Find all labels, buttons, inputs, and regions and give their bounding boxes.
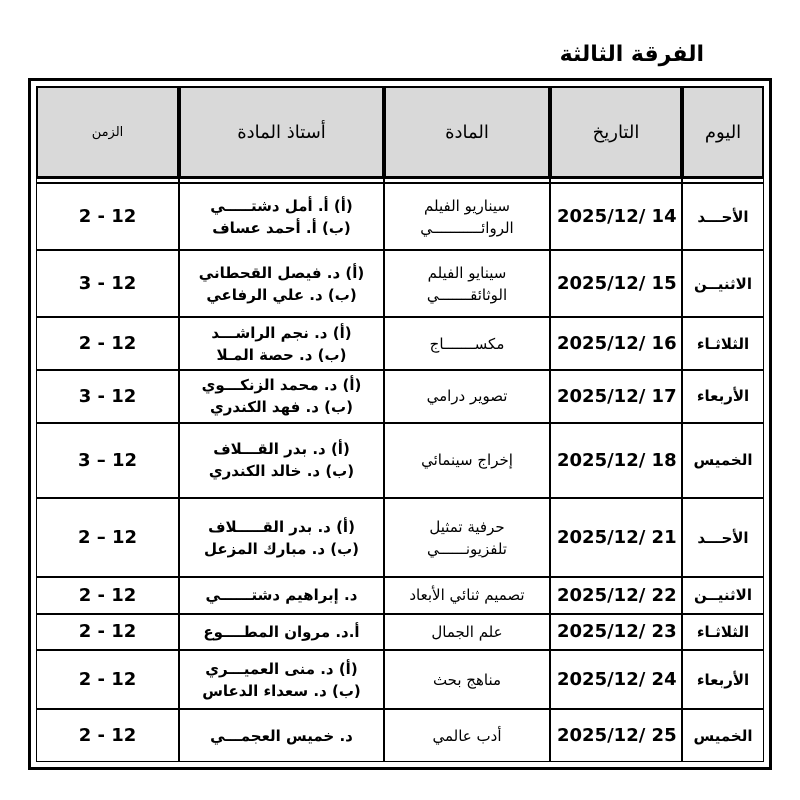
day-cell: الأربعاء: [682, 650, 764, 709]
subject-cell: [384, 650, 550, 709]
subject-line: تصوير درامي: [426, 387, 508, 406]
teacher-line: (أ) د. منى العميـــري: [205, 659, 358, 678]
table-row: [36, 577, 764, 614]
teacher-line: (أ) د. بدر القـــلاف: [213, 440, 350, 459]
date-cell: 2025/12/ 24: [550, 650, 682, 709]
subject-cell: [384, 317, 550, 370]
time-cell: 3 - 12: [36, 250, 179, 317]
teacher-cell: [179, 709, 384, 762]
teacher-line: (ب) د. حصة المـلا: [216, 345, 347, 364]
date-cell: 2025/12/ 21: [550, 498, 682, 577]
teacher-line: (ب) د. خالد الكندري: [208, 462, 355, 481]
teacher-line: (ب) د. فهد الكندري: [210, 398, 353, 417]
date-cell: 2025/12/ 23: [550, 614, 682, 651]
teacher-line: (أ) أ. أمل دشتـــــي: [210, 196, 353, 215]
time-cell: 2 - 12: [36, 317, 179, 370]
table-row: [36, 370, 764, 423]
day-cell: الأحـــد: [682, 498, 764, 577]
schedule-table: [36, 86, 764, 762]
table-row: [36, 498, 764, 577]
schedule-frame: [28, 78, 772, 770]
page-title: الفرقة الثالثة: [559, 42, 704, 67]
subject-cell: [384, 183, 550, 250]
subject-cell: [384, 614, 550, 651]
subject-line: الوثائقـــــــي: [426, 285, 508, 304]
subject-line: إخراج سينمائي: [421, 451, 513, 470]
subject-cell: [384, 423, 550, 498]
time-cell: 2 - 12: [36, 183, 179, 250]
teacher-line: (أ) د. نجم الراشـــد: [211, 323, 352, 342]
teacher-line: (أ) د. محمد الزنكـــوي: [201, 376, 362, 395]
time-cell: 2 – 12: [36, 498, 179, 577]
subject-line: مكســـــــاج: [429, 334, 505, 353]
header-time: الزمن: [36, 86, 179, 178]
day-cell: الاثنيــن: [682, 250, 764, 317]
teacher-cell: [179, 183, 384, 250]
subject-line: حرفية تمثيل: [429, 517, 505, 536]
day-cell: الاثنيــن: [682, 577, 764, 614]
table-row: [36, 614, 764, 651]
subject-line: مناهج بحث: [432, 670, 502, 689]
date-cell: 2025/12/ 15: [550, 250, 682, 317]
day-cell: الخميس: [682, 423, 764, 498]
time-cell: 2 - 12: [36, 577, 179, 614]
teacher-cell: [179, 650, 384, 709]
subject-line: علم الجمال: [431, 622, 503, 641]
subject-cell: [384, 370, 550, 423]
teacher-line: د. خميس العجمـــي: [210, 726, 353, 745]
day-cell: الثلاثـاء: [682, 614, 764, 651]
header-row: [36, 86, 764, 178]
date-cell: 2025/12/ 25: [550, 709, 682, 762]
teacher-line: (أ) د. فيصل القحطاني: [198, 263, 365, 282]
subject-line: الروائـــــــــــي: [420, 218, 514, 237]
table-row: [36, 650, 764, 709]
date-cell: 2025/12/ 22: [550, 577, 682, 614]
date-cell: 2025/12/ 14: [550, 183, 682, 250]
teacher-cell: [179, 577, 384, 614]
time-cell: 3 - 12: [36, 370, 179, 423]
subject-cell: [384, 250, 550, 317]
subject-cell: [384, 709, 550, 762]
table-row: [36, 423, 764, 498]
teacher-line: (ب) أ. أحمد عساف: [212, 218, 351, 237]
header-date: التاريخ: [550, 86, 682, 178]
teacher-cell: [179, 317, 384, 370]
subject-line: سينايو الفيلم: [427, 263, 507, 282]
teacher-cell: [179, 614, 384, 651]
subject-cell: [384, 577, 550, 614]
teacher-cell: [179, 423, 384, 498]
subject-line: تصميم ثنائي الأبعاد: [409, 586, 525, 605]
table-row: [36, 250, 764, 317]
date-cell: 2025/12/ 16: [550, 317, 682, 370]
teacher-cell: [179, 250, 384, 317]
time-cell: 2 - 12: [36, 614, 179, 651]
subject-cell: [384, 498, 550, 577]
teacher-line: د. إبراهيم دشتــــــي: [205, 586, 358, 605]
subject-line: أدب عالمي: [432, 726, 502, 745]
day-cell: الأربعاء: [682, 370, 764, 423]
teacher-cell: [179, 498, 384, 577]
day-cell: الثلاثـاء: [682, 317, 764, 370]
date-cell: 2025/12/ 18: [550, 423, 682, 498]
subject-line: سيناريو الفيلم: [424, 196, 510, 215]
table-row: [36, 317, 764, 370]
time-cell: 2 - 12: [36, 650, 179, 709]
day-cell: الأحـــد: [682, 183, 764, 250]
teacher-line: أ.د. مروان المطــــوع: [203, 622, 360, 641]
schedule-body: [36, 178, 764, 762]
teacher-line: (ب) د. مبارك المزعل: [203, 539, 360, 558]
header-teacher: أستاذ المادة: [179, 86, 384, 178]
table-row: [36, 183, 764, 250]
teacher-line: (ب) د. علي الرفاعي: [206, 285, 357, 304]
header-subject: المادة: [384, 86, 550, 178]
table-row: [36, 709, 764, 762]
teacher-line: (أ) د. بدر القـــــلاف: [208, 517, 355, 536]
teacher-line: (ب) د. سعداء الدعاس: [202, 681, 361, 700]
time-cell: 2 - 12: [36, 709, 179, 762]
date-cell: 2025/12/ 17: [550, 370, 682, 423]
subject-line: تلفزيونــــــي: [427, 539, 507, 558]
header-day: اليوم: [682, 86, 764, 178]
day-cell: الخميس: [682, 709, 764, 762]
teacher-cell: [179, 370, 384, 423]
time-cell: 3 – 12: [36, 423, 179, 498]
